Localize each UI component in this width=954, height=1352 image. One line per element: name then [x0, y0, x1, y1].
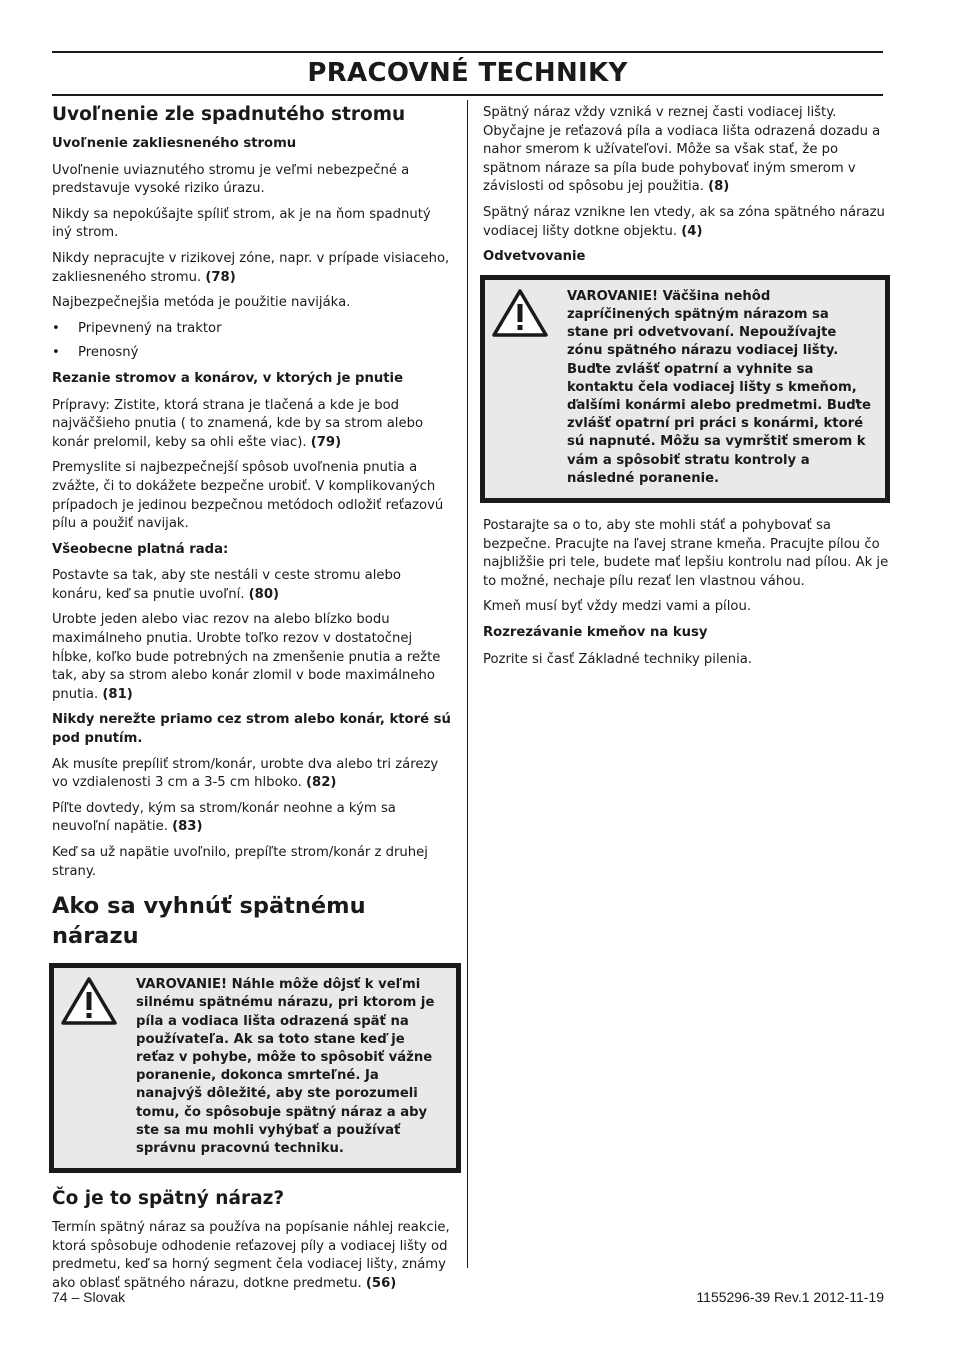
- figure-ref: (83): [172, 819, 203, 835]
- paragraph-text: Urobte jeden alebo viac rezov na alebo blízko bodu maximálneho pnutia. Urobte toľko rezov v dostatočnej hĺbke, koľko bude potrebných na zmenšenie pnutia a režte tak, aby sa strom alebo konár zlomil v bode maximálneho pnutia.: [52, 612, 441, 702]
- figure-ref: (78): [205, 269, 236, 285]
- paragraph: Kmeň musí byť vždy medzi vami a pílou.: [483, 599, 752, 615]
- footer-page-number: 74 – Slovak: [52, 1289, 126, 1305]
- warning-text: VAROVANIE! Náhle môže dôjsť k veľmi silnému spätnému nárazu, pri ktorom je píla a vodiaca lišta odrazená späť na používateľa. Ak sa toto stane keď je reťaz v pohybe, môže to spôsobiť vážne poranenie, dokonca smrteľné. Ja nanajvýš dôležité, aby ste porozumeli tomu, čo spôsobuje spätný náraz a aby ste sa mu mohli vyhýbať a používať správnu pracovnú techniku.: [136, 977, 435, 1157]
- paragraph-text: Píľte dovtedy, kým sa strom/konár neohne a kým sa neuvoľní napätie.: [52, 800, 396, 835]
- subheading-general-advice: Všeobecne platná rada:: [52, 541, 229, 557]
- figure-ref: (81): [102, 686, 133, 702]
- bullet-list: [52, 320, 452, 363]
- page-title: PRACOVNÉ TECHNIKY: [307, 58, 628, 88]
- list-item: [52, 320, 452, 339]
- figure-ref: (56): [365, 1276, 397, 1291]
- bullet-icon: •: [52, 320, 60, 336]
- paragraph: Postarajte sa o to, aby ste mohli stáť a pohybovať sa bezpečne. Pracujte na ľavej strane kmeňa. Pracujte pílou čo najbližšie pri tele, budete mať lepšiu kontrolu nad pílou. Ak je to možné, nechaje pílu rezať len vlastnou váhou.: [483, 517, 889, 589]
- paragraph-text: Postavte sa tak, aby ste nestáli v ceste stromu alebo konáru, keď sa pnutie uvoľní.: [52, 568, 401, 602]
- subheading-limbing: Odvetvovanie: [483, 249, 586, 265]
- section-heading-avoid-kickback: Ako sa vyhnúť spätnému nárazu: [52, 893, 366, 950]
- subheading-stuck-tree: Uvoľnenie zakliesneného stromu: [52, 136, 297, 151]
- paragraph: Premyslite si najbezpečnejší spôsob uvoľnenia pnutia a zvážte, či to dokážete bezpečne urobiť. V komplikovaných prípadoch je jedinou bezpečnou metódoch odložiť reťazovú pílu a použiť navijak.: [52, 460, 444, 532]
- subheading-tension-cutting: Rezanie stromov a konárov, v ktorých je pnutie: [52, 370, 404, 386]
- header-rule-top: [52, 51, 883, 53]
- figure-ref: (79): [310, 434, 342, 450]
- left-column: [52, 100, 452, 1301]
- paragraph-text: Nikdy nepracujte v rizikovej zóne, napr. v prípade visiaceho, zakliesneného stromu.: [52, 250, 450, 285]
- paragraph-text: Spätný náraz vznikne len vtedy, ak sa zóna spätného nárazu vodiacej lišty dotkne objektu.: [483, 204, 885, 239]
- right-column: [483, 104, 893, 676]
- paragraph-bold: Nikdy nerežte priamo cez strom alebo konár, ktoré sú pod pnutím.: [52, 712, 451, 747]
- paragraph-text: Termín spätný náraz sa používa na popísanie náhlej reakcie, ktorá spôsobuje odhodenie reťazovej píly a vodiacej lišty od predmetu, keď sa horný segment čela vodiacej lišty, známy ako oblasť spätného nárazu, dotkne predmetu.: [52, 1220, 450, 1291]
- paragraph: Nikdy sa nepokúšajte spíliť strom, ak je na ňom spadnutý iný strom.: [52, 206, 431, 241]
- paragraph-text: Spätný náraz vždy vzniká v reznej časti vodiacej lišty. Obyčajne je reťazová píla a vodiaca lišta odrazená dozadu a nahor smerom k užívateľovi. Môže sa však stať, že po spätnom náraze sa píla bude pohybovať iným smerom v závislosti od spôsobu jej použitia.: [483, 105, 881, 195]
- paragraph: [52, 397, 452, 453]
- section-heading-release-tree: Uvoľnenie zle spadnutého stromu: [52, 104, 406, 125]
- paragraph: Keď sa už napätie uvoľnilo, prepíľte strom/konár z druhej strany.: [52, 845, 428, 879]
- list-item: [52, 344, 452, 363]
- paragraph: [52, 611, 452, 704]
- paragraph: [52, 250, 452, 287]
- list-item-text: Pripevnený na traktor: [78, 320, 222, 336]
- paragraph: [52, 756, 452, 793]
- paragraph: Najbezpečnejšia metóda je použitie navijáka.: [52, 295, 351, 311]
- paragraph-text: Ak musíte prepíliť strom/konár, urobte dva alebo tri zárezy vo vzdialenosti 3 cm a 3-5 cm hlboko.: [52, 756, 439, 791]
- column-divider: [467, 100, 468, 1268]
- list-item-text: Prenosný: [78, 345, 139, 361]
- paragraph-text: Prípravy: Zistite, ktorá strana je tlačená a kde je bod najväčšieho pnutia ( to znamená, kde by sa strom alebo konár prelomil, keby sa ohli ešte viac).: [52, 397, 424, 450]
- paragraph: Pozrite si časť Základné techniky pilenia.: [483, 651, 753, 667]
- subheading-bucking: Rozrezávanie kmeňov na kusy: [483, 624, 708, 640]
- paragraph: Uvoľnenie uviaznutého stromu je veľmi nebezpečné a predstavuje vysoké riziko úrazu.: [52, 162, 410, 197]
- paragraph: [52, 800, 452, 837]
- warning-triangle-icon: [491, 288, 549, 338]
- figure-ref: (80): [248, 586, 280, 602]
- footer-document-id: 1155296-39 Rev.1 2012-11-19: [696, 1289, 884, 1305]
- bullet-icon: •: [52, 345, 60, 361]
- figure-ref: (8): [708, 179, 730, 195]
- paragraph: [52, 567, 452, 604]
- figure-ref: (4): [681, 223, 703, 239]
- figure-ref: (82): [306, 775, 337, 791]
- paragraph: [52, 1219, 452, 1293]
- warning-text: VAROVANIE! Väčšina nehôd zapríčinených spätným nárazom sa stane pri odvetvovaní. Nepoužívajte zónu spätného nárazu vodiacej lišty. Buďte zvlášť opatrní a vyhnite sa kontaktu čela vodiacej lišty s kmeňom, ďalšími konármi alebo predmetmi. Buďte zvlášť opatrní pri práci s konármi, ktoré sú napnuté. Môžu sa vymrštiť smerom k vám a spôsobiť stratu kontroly a následné poranenie.: [567, 288, 871, 486]
- header-rule-bottom: [52, 94, 883, 96]
- paragraph: [483, 204, 893, 241]
- warning-box: [480, 275, 890, 503]
- warning-triangle-icon: [60, 976, 118, 1026]
- section-heading-what-is-kickback: Čo je to spätný náraz?: [52, 1188, 285, 1210]
- warning-box: [49, 963, 461, 1173]
- paragraph: [483, 104, 893, 197]
